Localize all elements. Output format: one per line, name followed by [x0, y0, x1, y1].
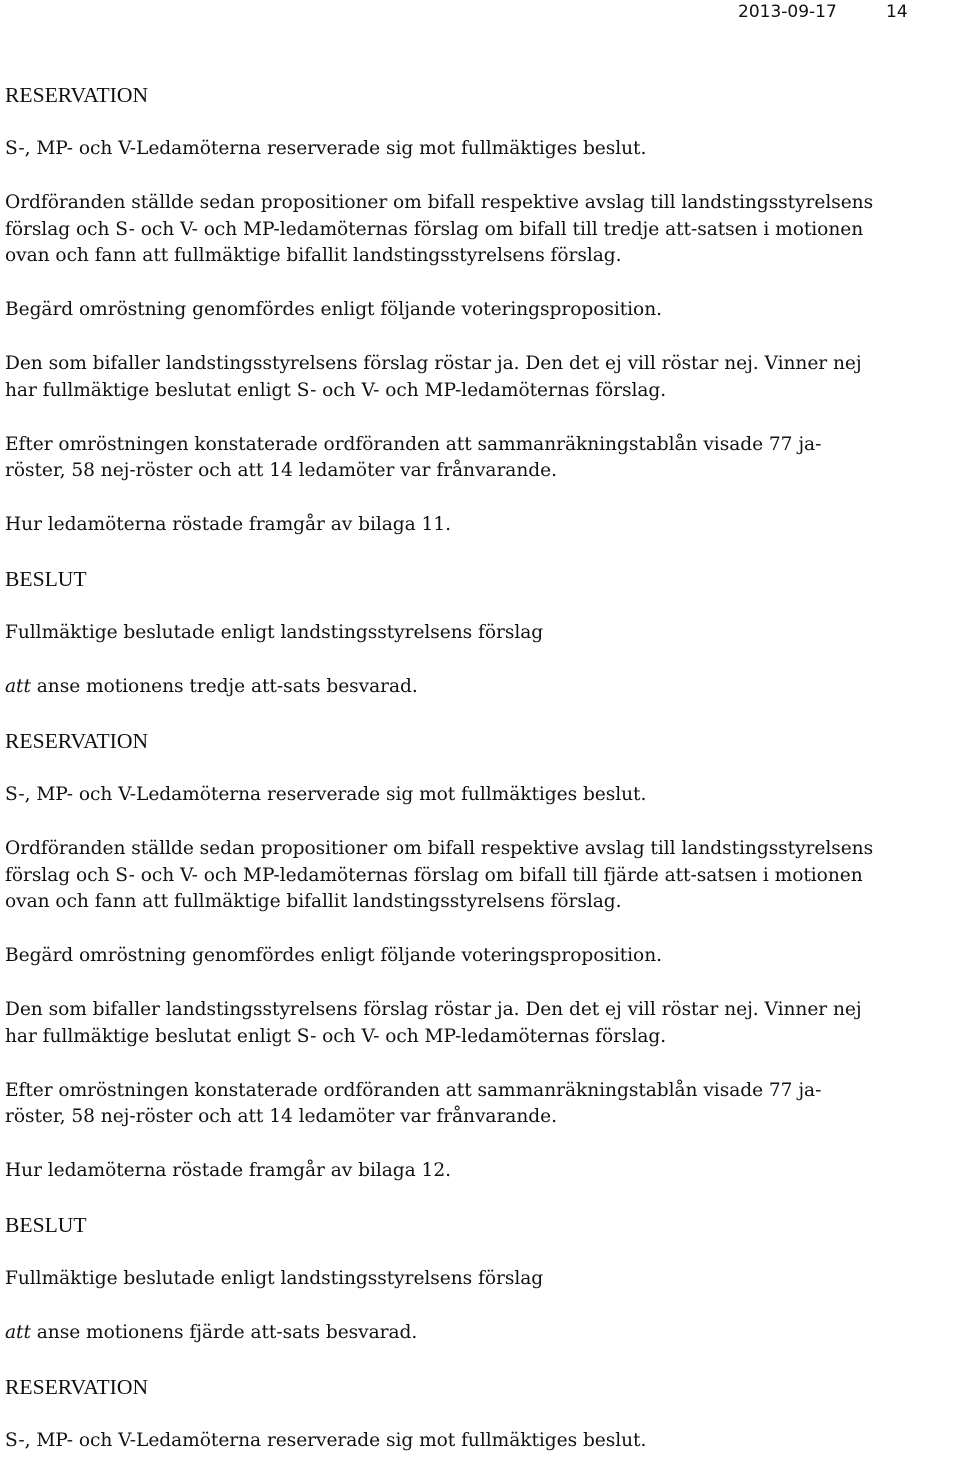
- paragraph: [5, 1428, 955, 1455]
- paragraph: [5, 1078, 955, 1131]
- paragraph-line: röster, 58 nej-röster och att 14 ledamöter var frånvarande.: [5, 460, 557, 481]
- decision-clause: [5, 674, 955, 701]
- paragraph-line: ovan och fann att fullmäktige bifallit landstingsstyrelsens förslag.: [5, 245, 622, 266]
- paragraph: [5, 297, 955, 324]
- section-heading: BESLUT: [5, 1213, 87, 1237]
- clause-text: anse motionens fjärde att-sats besvarad.: [30, 1322, 418, 1343]
- section-heading: RESERVATION: [5, 1375, 149, 1399]
- paragraph-line: Efter omröstningen konstaterade ordföranden att sammanräkningstablån visade 77 ja-: [5, 1079, 822, 1101]
- paragraph-line: Ordföranden ställde sedan propositioner om bifall respektive avslag till landstingsstyrelsens: [5, 838, 874, 859]
- paragraph: [5, 836, 955, 916]
- paragraph-line: förslag och S- och V- och MP-ledamöternas förslag om bifall till fjärde att-satsen i motionen: [5, 864, 863, 886]
- paragraph: [5, 620, 955, 647]
- clause-prefix: att: [5, 1322, 31, 1343]
- paragraph: [5, 943, 955, 970]
- paragraph-line: Fullmäktige beslutade enligt landstingsstyrelsens förslag: [5, 622, 544, 643]
- paragraph: [5, 997, 955, 1050]
- paragraph-line: Begärd omröstning genomfördes enligt följande voteringsproposition.: [5, 299, 662, 320]
- paragraph-line: Fullmäktige beslutade enligt landstingsstyrelsens förslag: [5, 1268, 544, 1289]
- paragraph-line: Den som bifaller landstingsstyrelsens förslag röstar ja. Den det ej vill röstar nej. Vinner nej: [5, 353, 862, 374]
- clause-text: anse motionens tredje att-sats besvarad.: [30, 676, 418, 697]
- paragraph-line: Begärd omröstning genomfördes enligt följande voteringsproposition.: [5, 945, 662, 966]
- paragraph: [5, 432, 955, 485]
- section-heading: RESERVATION: [5, 729, 149, 753]
- paragraph-line: S-, MP- och V-Ledamöterna reserverade sig mot fullmäktiges beslut.: [5, 1430, 647, 1451]
- paragraph-line: Efter omröstningen konstaterade ordföranden att sammanräkningstablån visade 77 ja-: [5, 433, 822, 455]
- paragraph-line: S-, MP- och V-Ledamöterna reserverade sig mot fullmäktiges beslut.: [5, 784, 647, 805]
- paragraph-line: har fullmäktige beslutat enligt S- och V- och MP-ledamöternas förslag.: [5, 379, 667, 401]
- paragraph: [5, 136, 955, 163]
- section-heading: RESERVATION: [5, 83, 149, 107]
- paragraph: [5, 190, 955, 270]
- paragraph-line: förslag och S- och V- och MP-ledamöternas förslag om bifall till tredje att-satsen i motionen: [5, 218, 864, 240]
- clause-prefix: att: [5, 676, 31, 697]
- paragraph: [5, 512, 955, 539]
- page-header: [0, 2, 960, 26]
- paragraph: [5, 1266, 955, 1293]
- header-page-number: 14: [886, 2, 908, 22]
- paragraph-line: Ordföranden ställde sedan propositioner om bifall respektive avslag till landstingsstyrelsens: [5, 192, 874, 213]
- section-heading: BESLUT: [5, 567, 87, 591]
- paragraph: [5, 351, 955, 404]
- paragraph-line: ovan och fann att fullmäktige bifallit landstingsstyrelsens förslag.: [5, 891, 622, 912]
- header-date: 2013-09-17: [738, 2, 837, 22]
- decision-clause: [5, 1320, 955, 1347]
- paragraph-line: Hur ledamöterna röstade framgår av bilaga 11.: [5, 514, 451, 535]
- paragraph-line: Den som bifaller landstingsstyrelsens förslag röstar ja. Den det ej vill röstar nej. Vinner nej: [5, 999, 862, 1020]
- document-body: [5, 82, 955, 1482]
- paragraph-line: S-, MP- och V-Ledamöterna reserverade sig mot fullmäktiges beslut.: [5, 138, 647, 159]
- paragraph-line: Hur ledamöterna röstade framgår av bilaga 12.: [5, 1160, 451, 1181]
- paragraph: [5, 782, 955, 809]
- paragraph-line: röster, 58 nej-röster och att 14 ledamöter var frånvarande.: [5, 1106, 557, 1127]
- paragraph: [5, 1158, 955, 1185]
- paragraph-line: har fullmäktige beslutat enligt S- och V- och MP-ledamöternas förslag.: [5, 1025, 667, 1047]
